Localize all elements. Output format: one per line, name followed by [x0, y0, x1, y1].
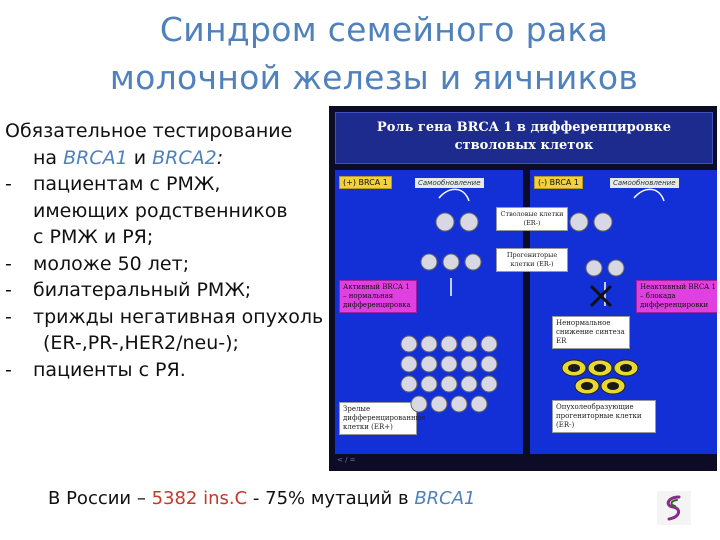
progenitor-cell	[421, 254, 437, 270]
diagram-title-line-1: Роль гена BRCA 1 в дифференцировке	[376, 120, 672, 135]
brca1-diagram-image	[329, 106, 717, 471]
title-line-2: молочной железы и яичников	[109, 58, 639, 97]
box-progenitor: Прогениторые клетки (ER-)	[496, 248, 568, 272]
bullet-5-text: пациенты с РЯ.	[33, 358, 186, 381]
box-tumor-progenitor: Опухолеобразующие прогениторные клетки (ER-)	[552, 400, 656, 433]
bullet-dash: -	[5, 173, 12, 195]
box-inactive-brca1: Неактивный BRCA 1 – блокада дифференцировки	[636, 280, 717, 313]
box-stem-cells: Стволовые клетки (ER-)	[496, 207, 568, 231]
tag-brca1-positive: (+) BRCA 1	[339, 176, 392, 189]
intro-prefix: на	[33, 146, 64, 169]
intro-line-2	[5, 145, 335, 172]
note-self-renewal-right: Самообновление	[610, 178, 679, 188]
tag-brca1-negative: (-) BRCA 1	[534, 176, 583, 189]
note-prefix: В России –	[48, 488, 152, 509]
bullet-4-text: трижды негативная опухоль	[33, 305, 324, 328]
bullet-5	[5, 357, 335, 384]
gene-brca2: BRCA2	[152, 146, 217, 169]
stem-cell-left	[436, 213, 454, 231]
bullet-dash: -	[5, 358, 12, 381]
page-title	[0, 6, 720, 102]
box-er-reduction: Ненормальное снижение синтеза ER	[552, 316, 630, 349]
bullet-1-line-3: с РМЖ и РЯ;	[33, 226, 154, 248]
note-gene: BRCA1	[414, 488, 476, 509]
mutation-name: 5382 ins.C	[151, 488, 248, 509]
russia-mutation-note	[48, 488, 476, 509]
bullet-3-text: билатеральный РМЖ;	[33, 279, 252, 301]
bullet-2	[5, 251, 335, 278]
renewal-arrow-left	[439, 189, 469, 201]
box-mature-cells: Зрелые дифференцированные клетки (ER+)	[339, 402, 417, 435]
bullet-4-line-1	[5, 304, 335, 331]
bullet-dash: -	[5, 279, 12, 301]
intro-and: и	[127, 146, 153, 169]
swirl-logo-icon	[657, 491, 691, 525]
gene-brca1: BRCA1	[63, 146, 128, 169]
tumor-cells-group	[562, 360, 638, 394]
diagram-footer: < / =	[337, 456, 356, 464]
diagram-title-line-2: стволовых клеток	[454, 138, 594, 153]
bullet-2-text: моложе 50 лет;	[33, 252, 190, 275]
stem-cell-left-2	[460, 213, 478, 231]
note-middle: - 75% мутаций в	[247, 488, 415, 509]
title-line-1: Синдром семейного рака	[159, 10, 609, 49]
bullet-dash: -	[5, 252, 12, 275]
box-active-brca1: Активный BRCA 1 – нормальная дифференцировка	[339, 280, 417, 313]
progenitor-cell	[608, 260, 624, 276]
bullet-1-text: пациентам с РМЖ,	[33, 173, 221, 195]
intro-colon: :	[216, 146, 224, 169]
mature-cells-group	[401, 336, 497, 412]
bullet-1-line-2: имеющих родственников	[33, 199, 288, 222]
note-self-renewal-left: Самообновление	[415, 178, 484, 188]
stem-cell-right-2	[594, 213, 612, 231]
bullet-1-line-1	[5, 171, 335, 198]
renewal-arrow-right	[634, 189, 664, 201]
bullet-3	[5, 277, 335, 304]
bullet-dash: -	[5, 305, 12, 328]
stem-cell-right	[570, 213, 588, 231]
body-text	[5, 118, 335, 383]
bullet-4-line-2: (ER-,PR-,HER2/neu-);	[43, 332, 239, 354]
progenitor-cell	[586, 260, 602, 276]
diagram-cells-svg	[329, 106, 717, 471]
progenitor-cell	[465, 254, 481, 270]
progenitor-cell	[443, 254, 459, 270]
intro-line-1: Обязательное тестирование	[5, 120, 293, 142]
